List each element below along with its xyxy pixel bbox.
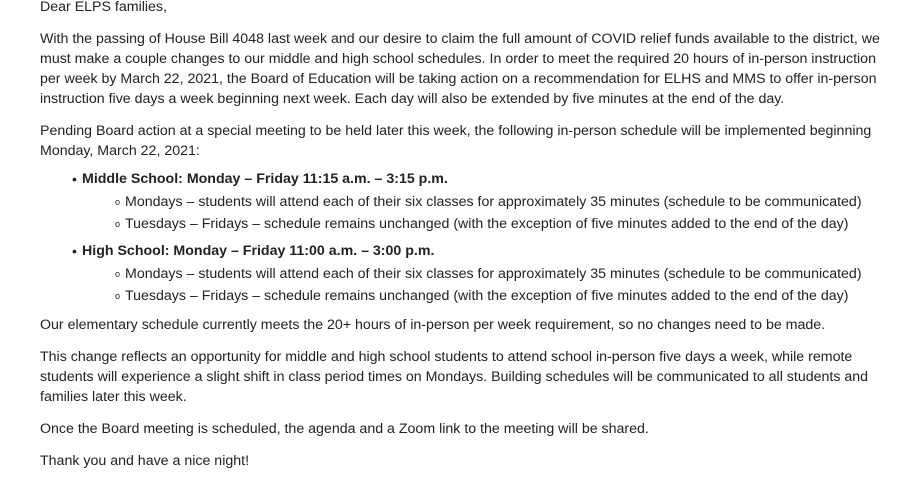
schedule-item-high-school bbox=[40, 241, 900, 307]
schedule-heading: High School: Monday – Friday 11:00 a.m. – 3:00 p.m. bbox=[82, 243, 435, 259]
paragraph-pending-board-action: Pending Board action at a special meeting to be held later this week, the following in-person schedule will be implemented beginning Monday, March 22, 2021: bbox=[40, 123, 872, 159]
schedule-list bbox=[40, 169, 900, 307]
schedule-heading: Middle School: Monday – Friday 11:15 a.m. – 3:15 p.m. bbox=[82, 171, 448, 187]
schedule-sublist bbox=[82, 191, 900, 235]
paragraph-opportunity: This change reflects an opportunity for middle and high school students to attend school in-person five days a week, while remote students will experience a slight shift in class period times on Mondays. Building schedules will be communicated to all students and families later this week. bbox=[40, 349, 869, 405]
schedule-item-middle-school bbox=[40, 169, 900, 235]
schedule-subitem-text: Tuesdays – Fridays – schedule remains unchanged (with the exception of five minutes added to the end of the day) bbox=[125, 288, 849, 304]
schedule-subitem-text: Tuesdays – Fridays – schedule remains unchanged (with the exception of five minutes added to the end of the day) bbox=[125, 216, 849, 232]
schedule-subitem-text: Mondays – students will attend each of their six classes for approximately 35 minutes (schedule to be communicated) bbox=[125, 194, 862, 210]
paragraph-house-bill: With the passing of House Bill 4048 last week and our desire to claim the full amount of COVID relief funds available to the district, we must make a couple changes to our middle and high school schedules. In order to meet the required 20 hours of in-person instruction per week by March 22, 2021, the Board of Education will be taking action on a recommendation for ELHS and MMS to offer in-person instruction five days a week beginning next week. Each day will also be extended by five minutes at the end of the day. bbox=[40, 31, 880, 107]
bullet-icon: • bbox=[72, 171, 77, 187]
letter-body bbox=[40, 0, 900, 483]
paragraph-elementary: Our elementary schedule currently meets the 20+ hours of in-person per week requirement, so no changes need to be made. bbox=[40, 317, 826, 333]
sub-bullet-icon: o bbox=[115, 269, 121, 279]
greeting: Dear ELPS families, bbox=[40, 0, 167, 15]
schedule-subitem bbox=[82, 213, 900, 235]
bullet-icon: • bbox=[72, 243, 77, 259]
schedule-subitem bbox=[82, 191, 900, 213]
schedule-sublist bbox=[82, 263, 900, 307]
paragraph-board-meeting: Once the Board meeting is scheduled, the agenda and a Zoom link to the meeting will be shared. bbox=[40, 421, 649, 437]
closing: Thank you and have a nice night! bbox=[40, 453, 250, 469]
sub-bullet-icon: o bbox=[115, 197, 121, 207]
sub-bullet-icon: o bbox=[115, 291, 121, 301]
schedule-subitem bbox=[82, 263, 900, 285]
schedule-subitem-text: Mondays – students will attend each of their six classes for approximately 35 minutes (schedule to be communicated) bbox=[125, 266, 862, 282]
schedule-subitem bbox=[82, 285, 900, 307]
sub-bullet-icon: o bbox=[115, 219, 121, 229]
